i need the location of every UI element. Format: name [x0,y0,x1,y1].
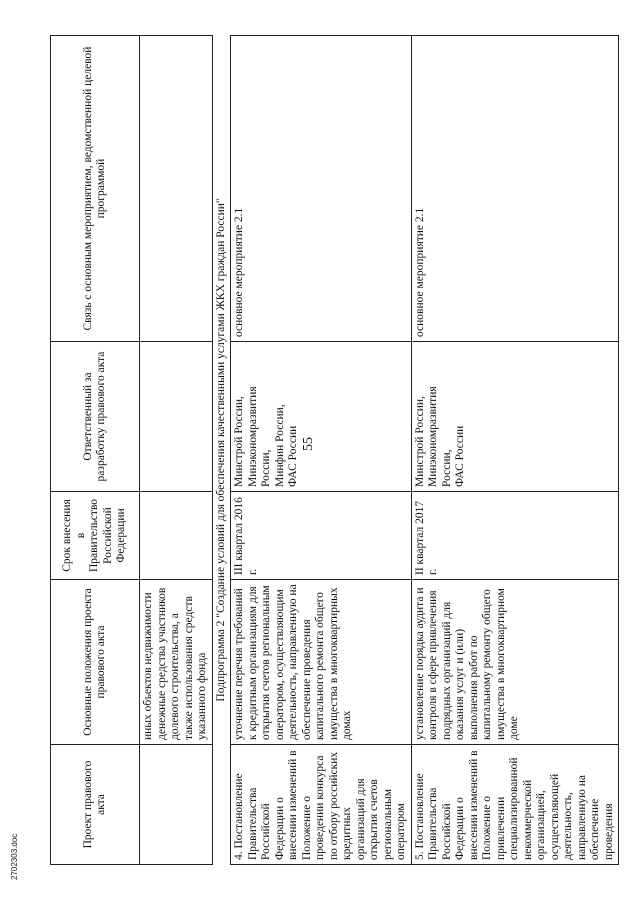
table-header-row [51,36,140,865]
term-cell: II квартал 2017 г. [411,492,619,580]
table-row [231,36,412,865]
subprogram-row [212,36,231,865]
continuation-text: иных объектов недвижимости денежные средства участников долевого строительства, а также использования средств указанного фонда [140,580,213,745]
header-provisions: Основные положения проекта правового акта [51,580,140,745]
act-cell: 4. Постановление Правительства Российской Федерации о внесении изменений в Положение о проведении конкурса по отбору российских кредитных организаций для открытия счетов региональным оператором [231,745,412,865]
subprogram-title: Подпрограмма 2 "Создание условий для обеспечения качественными услугами ЖКХ граждан России" [212,36,231,865]
legal-acts-table [50,35,619,865]
act-cell: 5. Постановление Правительства Российской Федерации о внесении изменений в Положение о привлечении специализированной некоммерческой организацией, осуществляющей деятельность, направленную на обеспечение проведения [411,745,619,865]
provisions-cell: установление порядка аудита и контроля в сфере привлечения подрядных организаций для оказания услуг и (или) выполнения работ по капитальному ремонту общего имущества в многоквартирном доме [411,580,619,745]
header-term: Срок внесения в Правительство Российской Федерации [51,492,140,580]
header-act: Проект правового акта [51,745,140,865]
responsible-cell: Минстрой России, Минэкономразвития России, Минфин России, ФАС России [231,342,412,492]
link-cell: основное мероприятие 2.1 [231,36,412,342]
rotated-table-page [50,35,615,865]
term-cell: III квартал 2016 г. [231,492,412,580]
table-row-continuation [140,36,213,865]
page-number: 55 [301,437,316,451]
table-row [411,36,619,865]
provisions-cell: уточнение перечня требований к кредитным организациям для открытия счетов региональным оператором, осуществляющим деятельность, направленную на обеспечение проведения капитального ремонта общего имущества в многоквартирных домах [231,580,412,745]
header-responsible: Ответственный за разработку правового акта [51,342,140,492]
responsible-cell: Минстрой России, Минэкономразвития России, ФАС России [411,342,619,492]
header-link: Связь с основным мероприятием, ведомственной целевой программой [51,36,140,342]
footer-doc-ref: 2702303.doc [10,833,19,880]
link-cell: основное мероприятие 2.1 [411,36,619,342]
